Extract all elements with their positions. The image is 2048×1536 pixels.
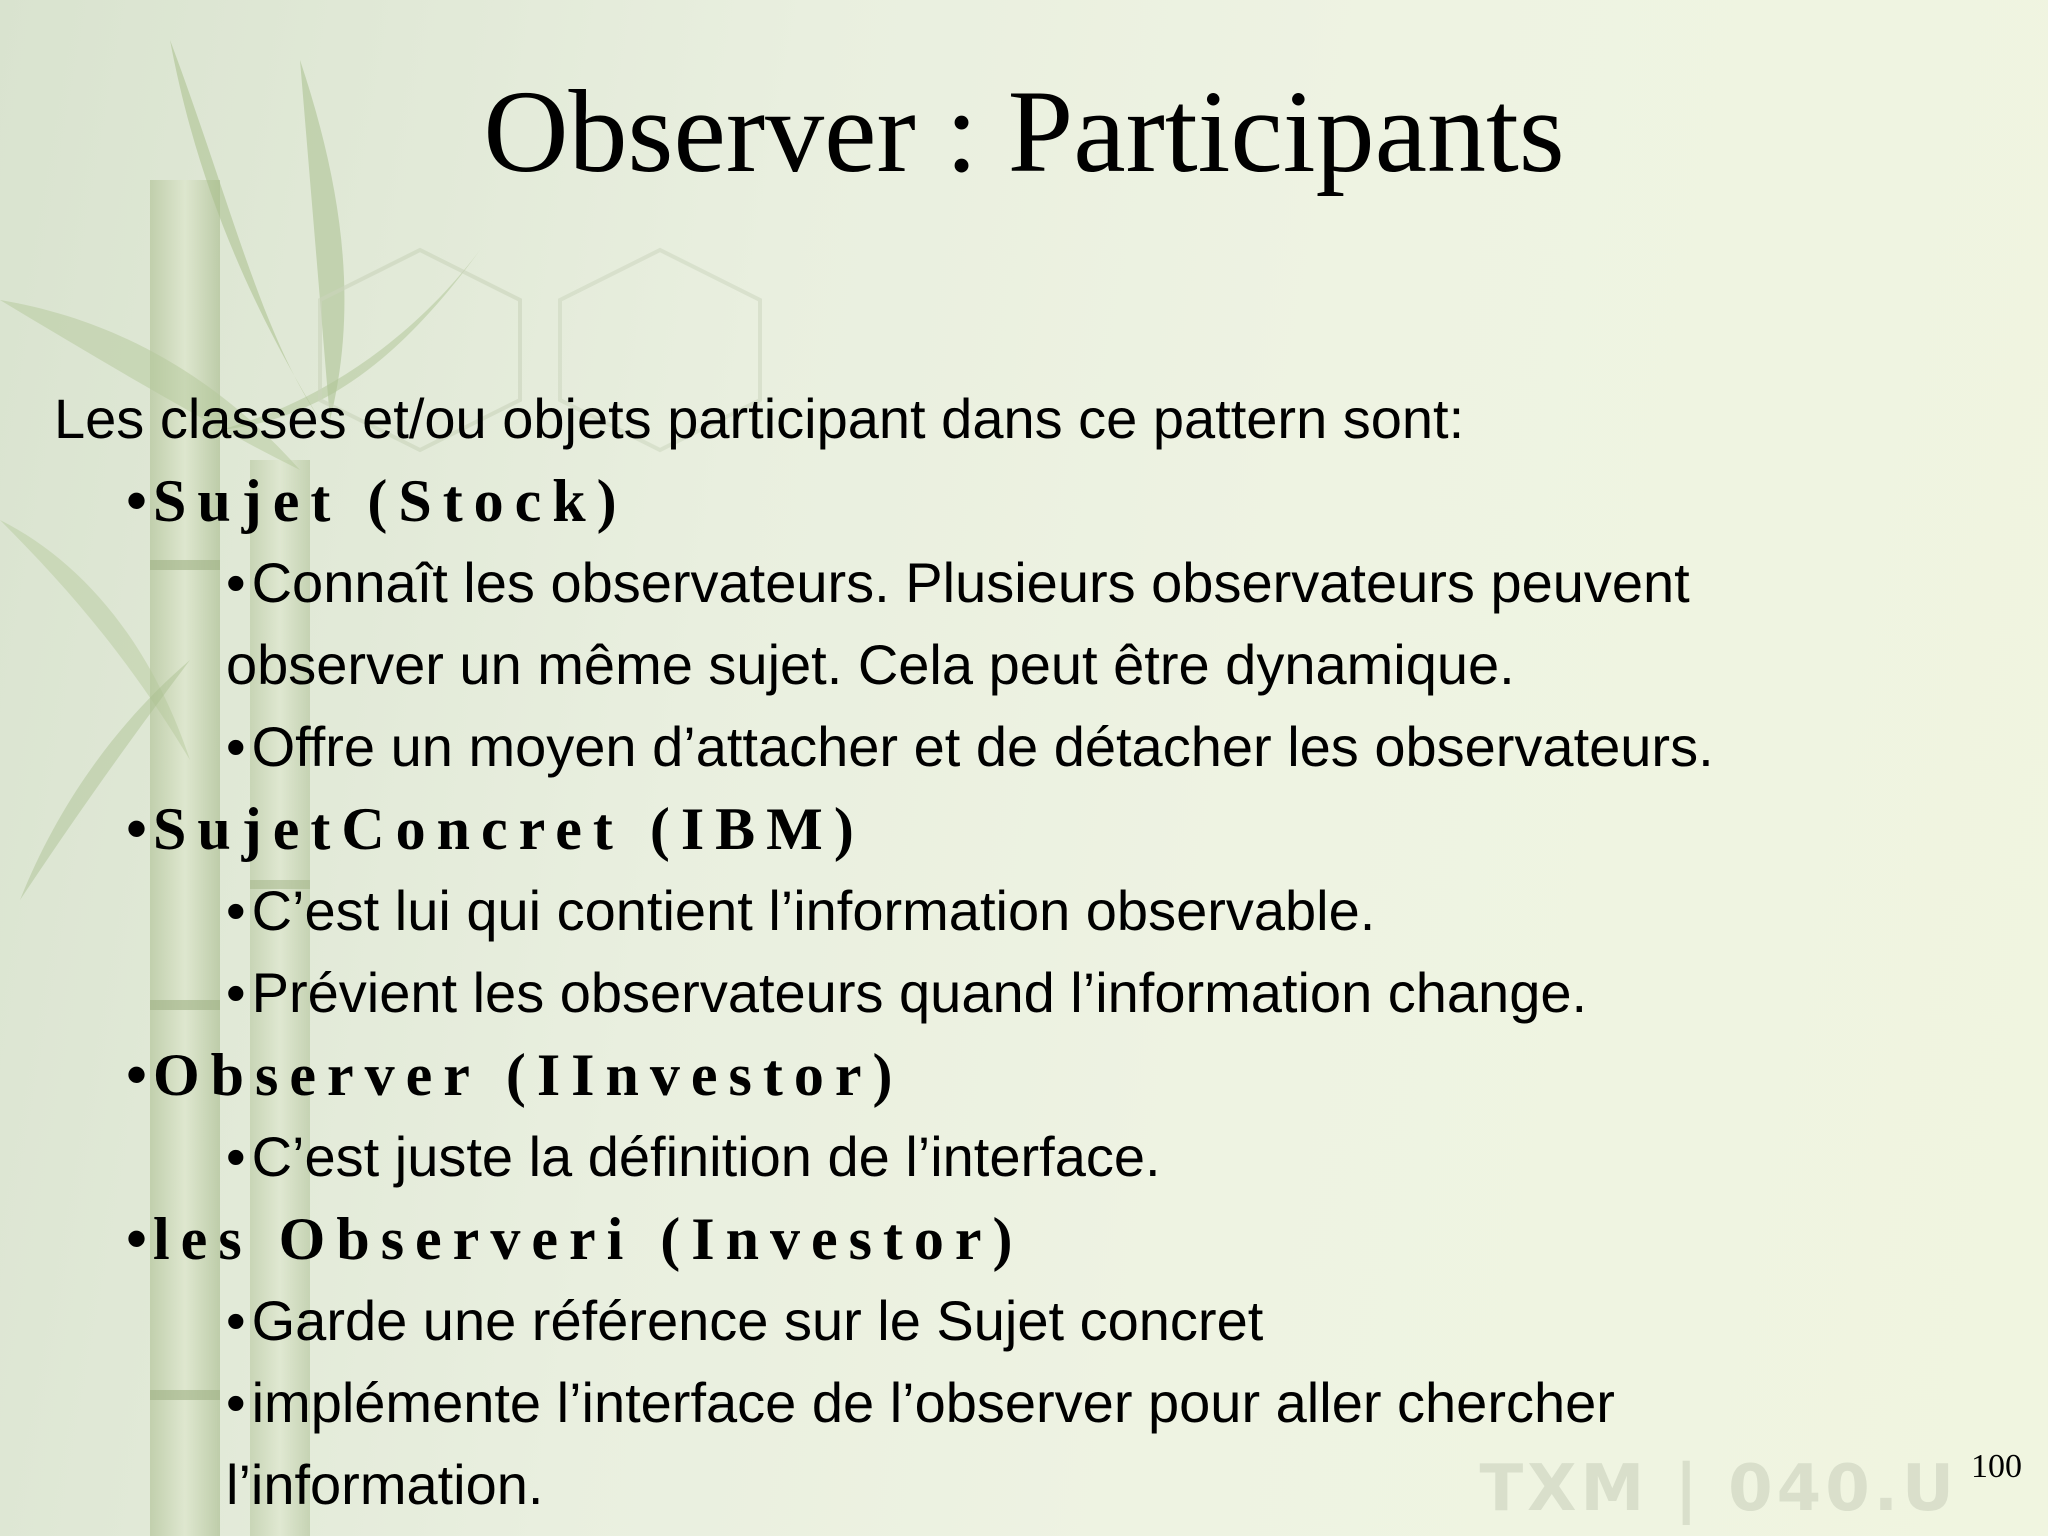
intro-text: Les classes et/ou objets participant dans ce pattern sont:: [54, 387, 1465, 450]
participant-heading: [126, 1198, 2014, 1280]
bullet: •: [226, 879, 246, 942]
detail-text-continued: observer un même sujet. Cela peut être dynamique.: [226, 633, 1515, 696]
page-number: 100: [1971, 1448, 2022, 1485]
bullet: •: [226, 715, 246, 778]
bullet: •: [126, 795, 148, 862]
participant-detail: [226, 542, 2014, 706]
detail-text: C’est lui qui contient l’information observable.: [251, 879, 1376, 942]
participant-heading: [126, 1034, 2014, 1116]
detail-text: Garde une référence sur le Sujet concret: [251, 1289, 1264, 1352]
detail-text: Connaît les observateurs. Plusieurs observateurs peuvent: [251, 551, 1690, 614]
detail-text: Offre un moyen d’attacher et de détacher les observateurs.: [251, 715, 1714, 778]
bullet: •: [226, 1371, 246, 1434]
detail-text: Prévient les observateurs quand l’information change.: [251, 961, 1588, 1024]
detail-text-continued: l’information.: [226, 1453, 544, 1516]
bullet: •: [126, 1205, 148, 1272]
bullet: •: [226, 961, 246, 1024]
bullet: •: [126, 1041, 148, 1108]
participant-label: les Observeri (Investor): [153, 1206, 1024, 1272]
participant-detail: [226, 1362, 2014, 1526]
participant-detail: [226, 1116, 2014, 1198]
bullet: •: [126, 467, 148, 534]
detail-text: C’est juste la définition de l’interface.: [251, 1125, 1161, 1188]
participant-detail: [226, 952, 2014, 1034]
detail-text: implémente l’interface de l’observer pour aller chercher: [251, 1371, 1615, 1434]
participant-label: Observer (IInvestor): [153, 1042, 904, 1108]
participant-detail: [226, 706, 2014, 788]
participant-label: Sujet (Stock): [153, 468, 628, 534]
slide-body: [54, 378, 2014, 1526]
bullet: •: [226, 1289, 246, 1352]
bullet: •: [226, 1125, 246, 1188]
participant-detail: [226, 870, 2014, 952]
slide-title: Observer : Participants: [483, 66, 1565, 197]
participant-label: SujetConcret (IBM): [153, 796, 865, 862]
watermark: TXM | 040.U: [1479, 1452, 1958, 1526]
participant-detail: [226, 1280, 2014, 1362]
participant-heading: [126, 788, 2014, 870]
bullet: •: [226, 551, 246, 614]
participant-heading: [126, 460, 2014, 542]
